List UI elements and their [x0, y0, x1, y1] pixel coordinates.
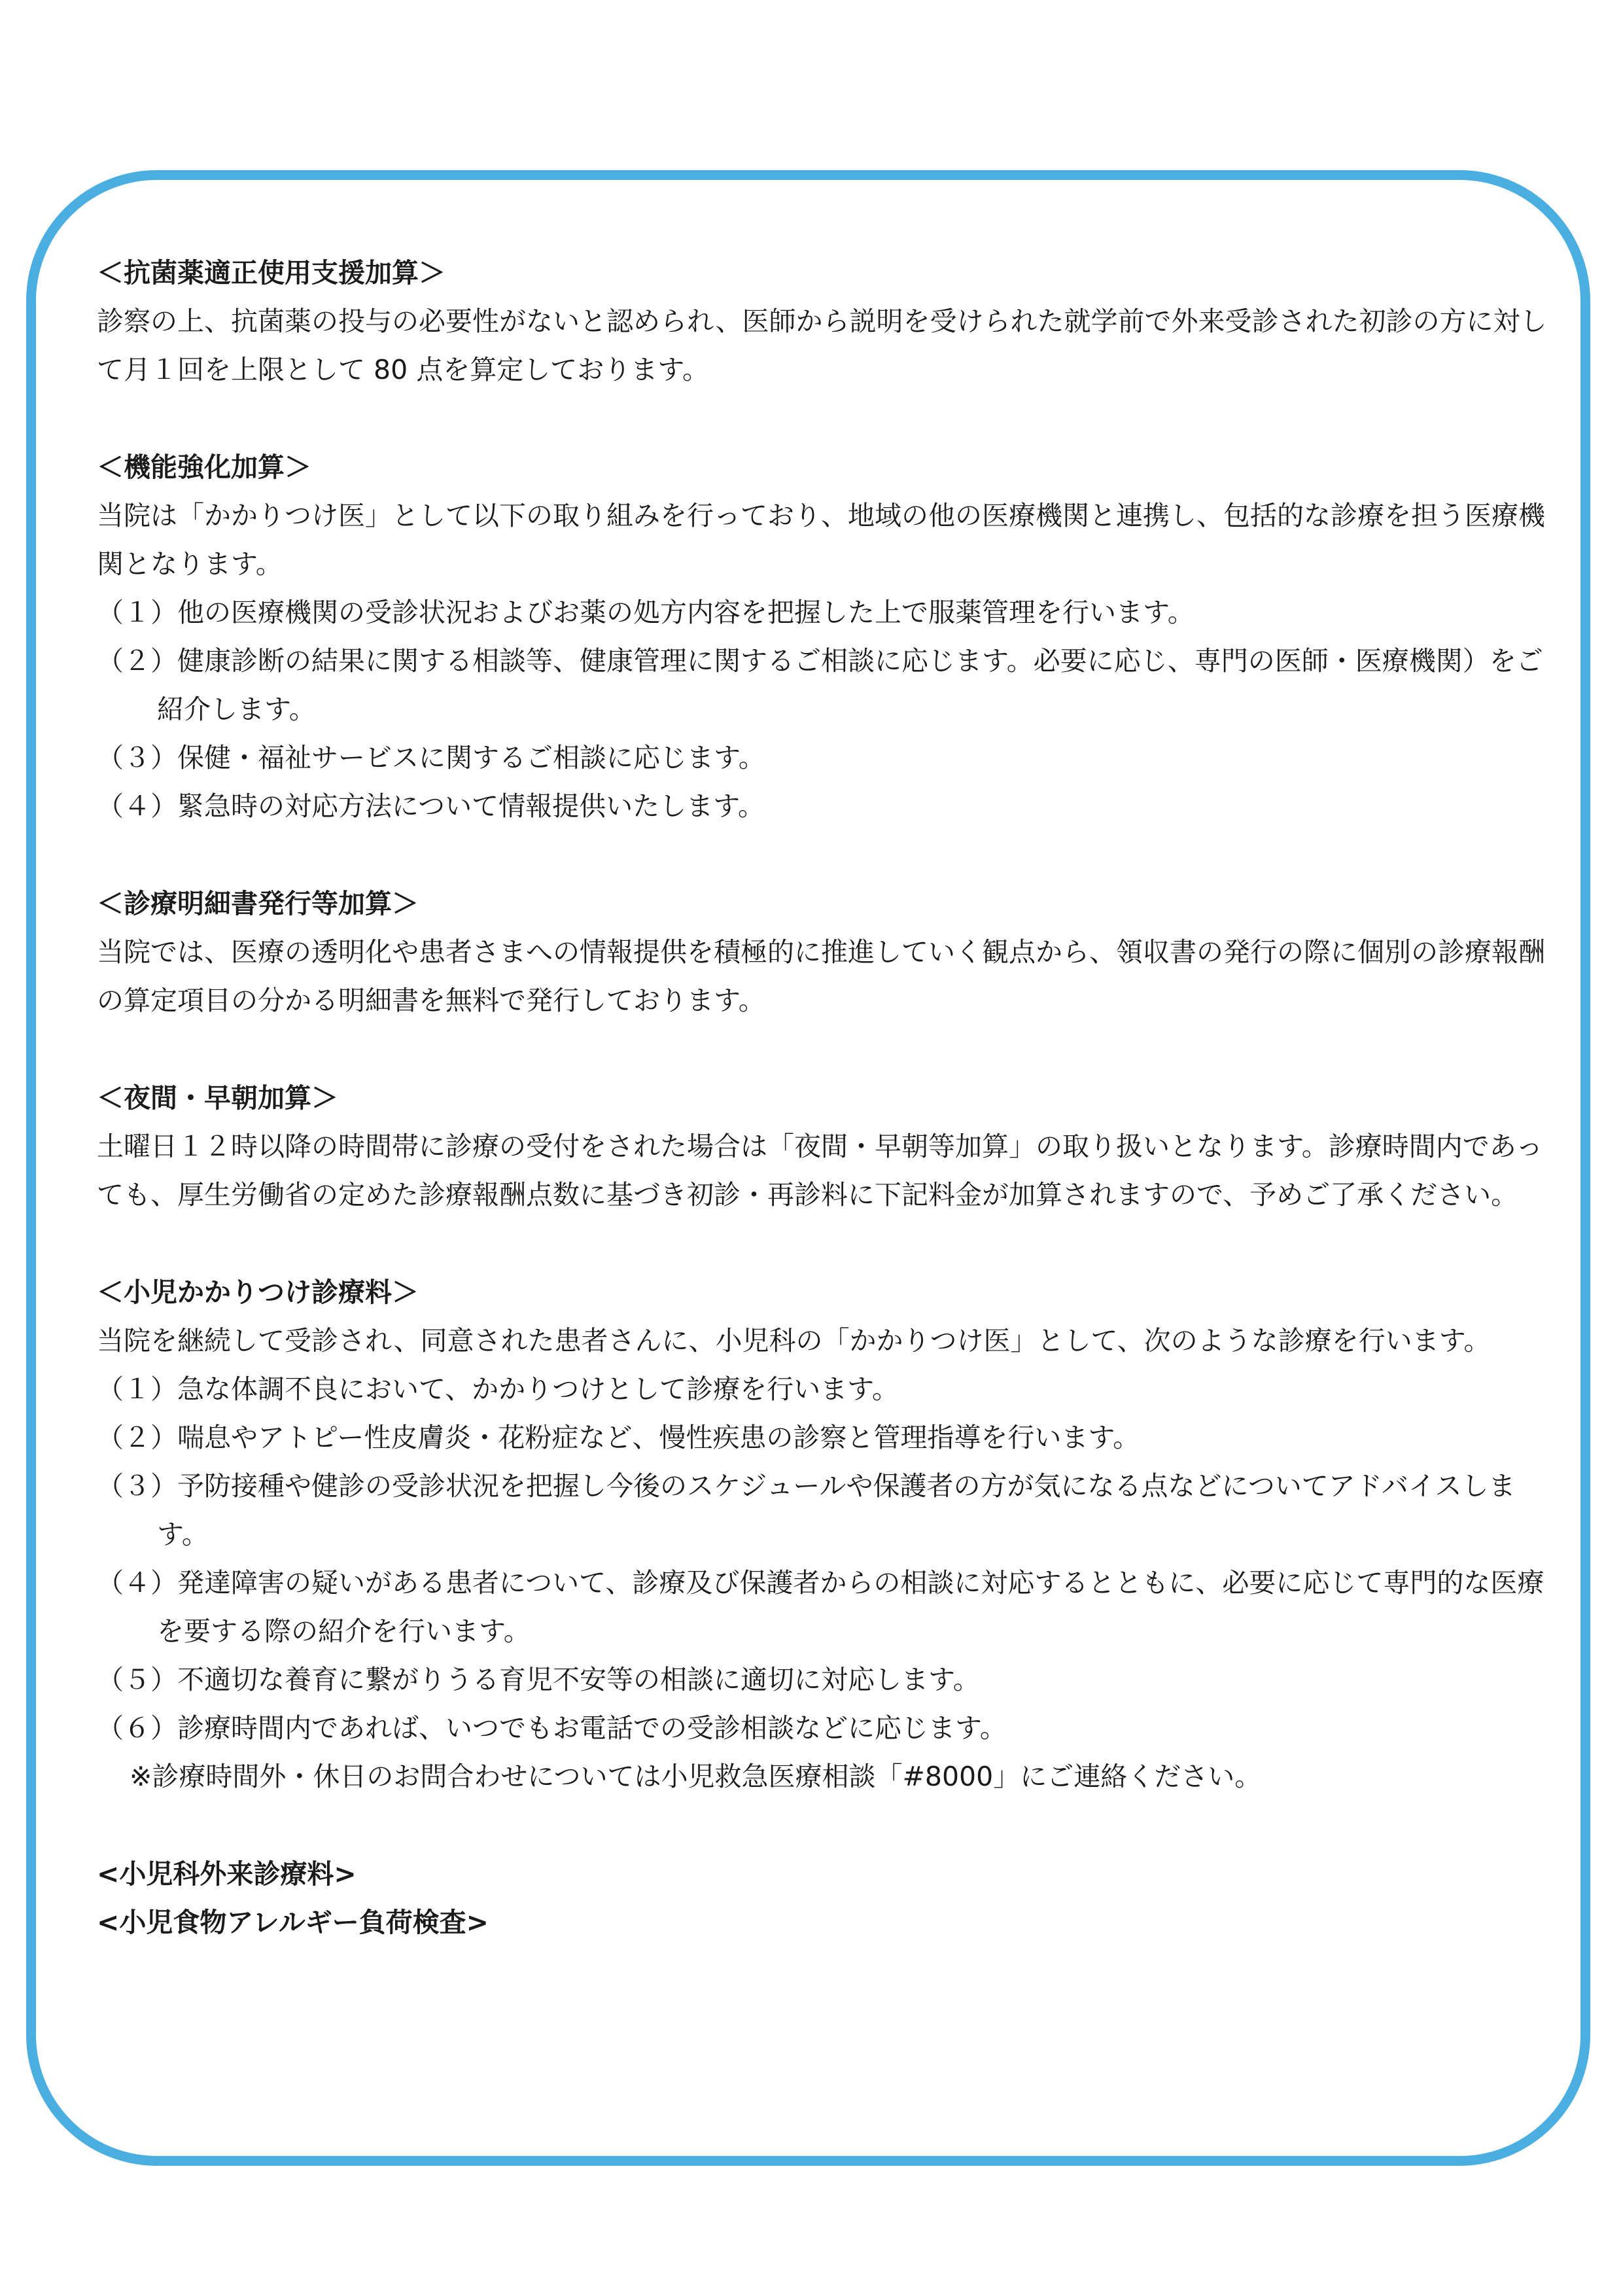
section-body: 当院は「かかりつけ医」として以下の取り組みを行っており、地域の他の医療機関と連携し、包括的な診療を担う医療機関となります。: [97, 500, 1545, 580]
section-antibiotic-support: [97, 249, 1549, 394]
section-food-allergy-test: [97, 1898, 1549, 1947]
section-note: ※診療時間外・休日のお問合わせについては小児救急医療相談「#8000」にご連絡ください。: [130, 1761, 1262, 1792]
section-pediatric-outpatient: [97, 1850, 1549, 1898]
list-item: （２）喘息やアトピー性皮膚炎・花粉症など、慢性疾患の診察と管理指導を行います。: [97, 1422, 1140, 1453]
section-body: 土曜日１２時以降の時間帯に診療の受付をされた場合は「夜間・早朝等加算」の取り扱いとなります。診療時間内であっても、厚生労働省の定めた診療報酬点数に基づき初診・再診料に下記料金が加算されますので、予めご了承ください。: [97, 1131, 1543, 1210]
section-pediatric-family-doctor: [97, 1268, 1549, 1801]
section-heading: ＜機能強化加算＞: [97, 451, 311, 483]
section-heading: <小児科外来診療料>: [97, 1858, 357, 1890]
list-item: （２）健康診断の結果に関する相談等、健康管理に関するご相談に応じます。必要に応じ、専門の医師・医療機関）をご紹介します。: [97, 645, 1543, 725]
section-heading: ＜小児かかりつけ診療料＞: [97, 1277, 419, 1308]
list-item: （３）保健・福祉サービスに関するご相談に応じます。: [97, 742, 765, 773]
section-heading: ＜診療明細書発行等加算＞: [97, 888, 419, 919]
section-heading: <小児食物アレルギー負荷検査>: [97, 1907, 489, 1938]
section-heading: ＜抗菌薬適正使用支援加算＞: [97, 257, 445, 289]
section-function-enhancement: [97, 443, 1549, 830]
list-item: （１）急な体調不良において、かかりつけとして診療を行います。: [97, 1373, 899, 1405]
section-night-early-morning: [97, 1074, 1549, 1219]
list-item: （４）発達障害の疑いがある患者について、診療及び保護者からの相談に対応するとともに、必要に応じて専門的な医療を要する際の紹介を行います。: [97, 1567, 1544, 1647]
list-item: （５）不適切な養育に繋がりうる育児不安等の相談に適切に対応します。: [97, 1664, 980, 1695]
list-item: （１）他の医療機関の受診状況およびお薬の処方内容を把握した上で服薬管理を行います。: [97, 597, 1195, 628]
section-body: 当院では、医療の透明化や患者さまへの情報提供を積極的に推進していく観点から、領収書の発行の際に個別の診療報酬の算定項目の分かる明細書を無料で発行しております。: [97, 936, 1545, 1016]
section-heading: ＜夜間・早朝加算＞: [97, 1082, 338, 1114]
section-body: 診察の上、抗菌薬の投与の必要性がないと認められ、医師から説明を受けられた就学前で外来受診された初診の方に対して月１回を上限として 80 点を算定しております。: [97, 306, 1547, 385]
list-item: （６）診療時間内であれば、いつでもお電話での受診相談などに応じます。: [97, 1712, 1007, 1744]
list-item: （４）緊急時の対応方法について情報提供いたします。: [97, 790, 765, 822]
document-content: [97, 249, 1549, 1947]
section-body: 当院を継続して受診され、同意された患者さんに、小児科の「かかりつけ医」として、次のような診療を行います。: [97, 1325, 1491, 1356]
section-itemized-statement: [97, 879, 1549, 1025]
list-item: （３）予防接種や健診の受診状況を把握し今後のスケジュールや保護者の方が気になる点などについてアドバイスします。: [97, 1470, 1516, 1550]
